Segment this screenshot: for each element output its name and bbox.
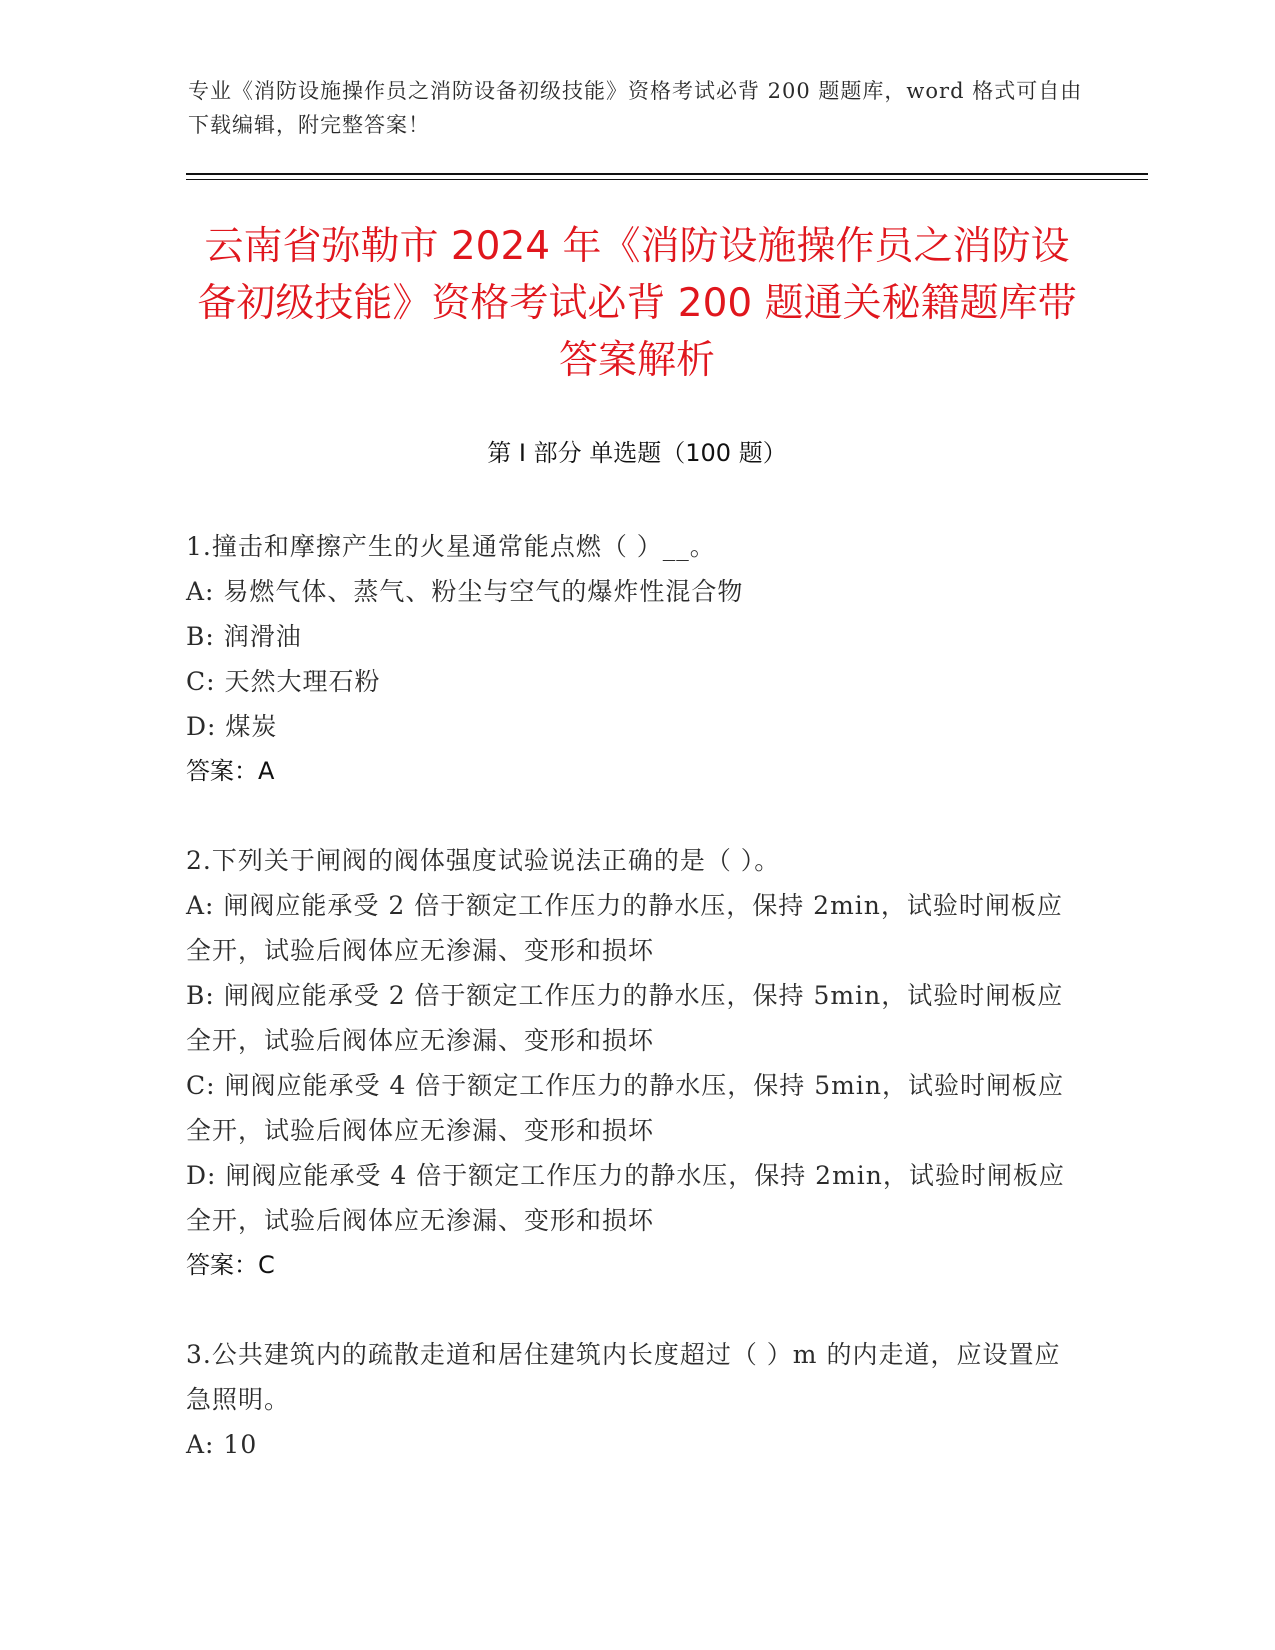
question-item xyxy=(186,838,1086,1288)
header-note: 专业《消防设施操作员之消防设备初级技能》资格考试必背 200 题题库，word 格式可自由下载编辑，附完整答案！ xyxy=(188,79,1083,137)
option-a: A: 易燃气体、蒸气、粉尘与空气的爆炸性混合物 xyxy=(186,577,744,606)
answer-line: 答案：C xyxy=(186,1251,275,1279)
question-list xyxy=(186,524,1086,1511)
question-stem: 2.下列关于闸阀的阀体强度试验说法正确的是（ ）。 xyxy=(186,846,781,875)
question-stem: 3.公共建筑内的疏散走道和居住建筑内长度超过（ ）m 的内走道，应设置应急照明。 xyxy=(186,1340,1061,1414)
header-divider-thick xyxy=(186,173,1148,175)
option-a: A: 闸阀应能承受 2 倍于额定工作压力的静水压，保持 2min，试验时闸板应全开，试验后阀体应无渗漏、变形和损坏 xyxy=(186,891,1063,965)
header-divider-thin xyxy=(186,179,1148,180)
option-b: B: 闸阀应能承受 2 倍于额定工作压力的静水压，保持 5min，试验时闸板应全开，试验后阀体应无渗漏、变形和损坏 xyxy=(186,981,1064,1055)
question-item xyxy=(186,524,1086,794)
option-b: B: 润滑油 xyxy=(186,622,302,651)
option-a: A: 10 xyxy=(186,1430,258,1459)
answer-line: 答案：A xyxy=(186,757,275,785)
question-item xyxy=(186,1332,1086,1467)
question-stem: 1.撞击和摩擦产生的火星通常能点燃（ ）__。 xyxy=(186,532,716,561)
option-c: C: 闸阀应能承受 4 倍于额定工作压力的静水压，保持 5min，试验时闸板应全开，试验后阀体应无渗漏、变形和损坏 xyxy=(186,1071,1064,1145)
document-title: 云南省弥勒市 2024 年《消防设施操作员之消防设备初级技能》资格考试必背 200 题通关秘籍题库带答案解析 xyxy=(197,224,1077,383)
option-d: D: 煤炭 xyxy=(186,712,278,741)
section-heading: 第 I 部分 单选题（100 题） xyxy=(487,439,787,467)
option-c: C: 天然大理石粉 xyxy=(186,667,381,696)
option-d: D: 闸阀应能承受 4 倍于额定工作压力的静水压，保持 2min，试验时闸板应全开，试验后阀体应无渗漏、变形和损坏 xyxy=(186,1161,1065,1235)
